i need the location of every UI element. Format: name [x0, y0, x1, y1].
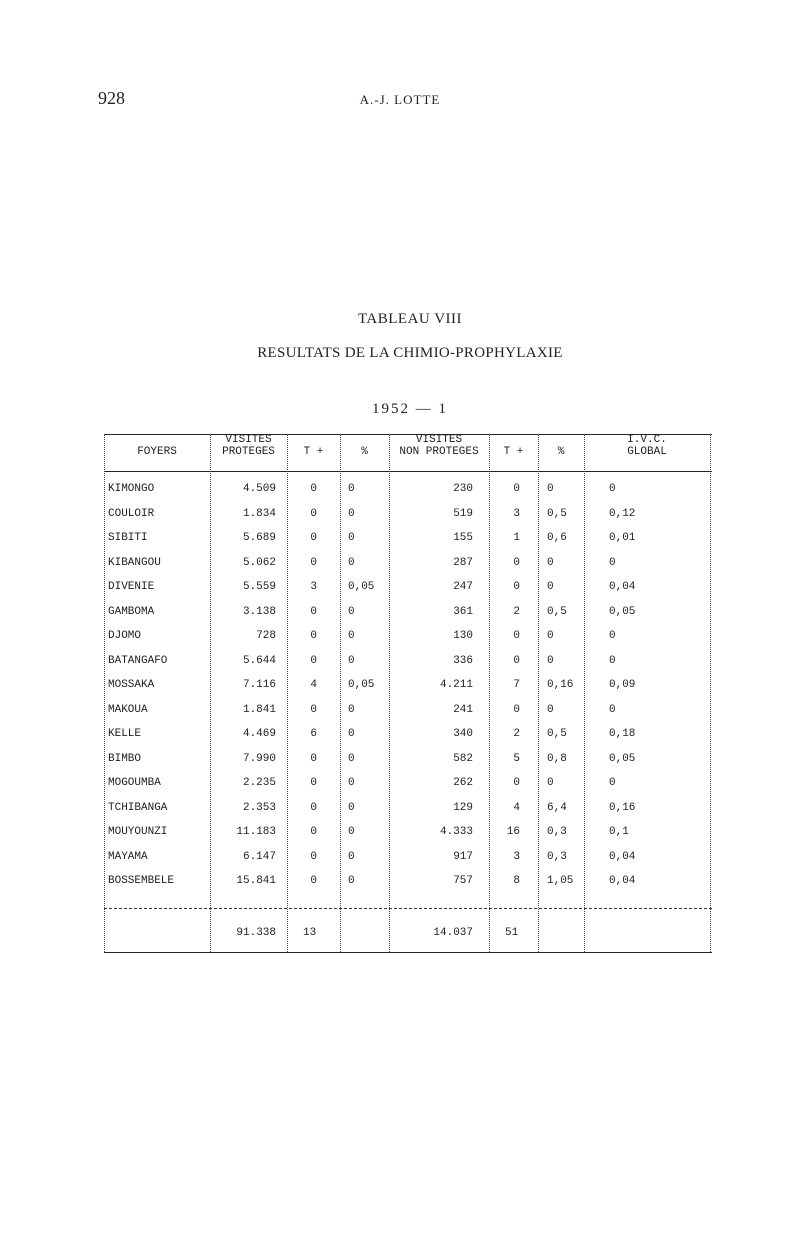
total-visites-proteges: 91.338 [236, 927, 276, 939]
header-ivc-line1: I.V.C. [627, 434, 667, 446]
cell-t-plus-proteges: 0 [310, 826, 317, 838]
cell-pct-proteges: 0 [348, 556, 355, 569]
totals-separator-rule [104, 908, 712, 909]
cell-t-plus-proteges: 0 [310, 752, 317, 765]
cell-pct-proteges: 0 [348, 654, 355, 667]
cell-pct-non-proteges: 0,5 [547, 507, 567, 520]
cell-visites-non-proteges: 519 [453, 507, 473, 520]
cell-pct-proteges: 0 [348, 532, 355, 544]
cell-visites-non-proteges: 917 [453, 850, 473, 863]
header-ivc-line2: GLOBAL [627, 446, 667, 458]
results-table [104, 428, 712, 956]
cell-ivc-global: 0,16 [609, 801, 636, 814]
cell-pct-proteges: 0 [348, 483, 355, 495]
cell-visites-non-proteges: 129 [453, 801, 473, 814]
cell-visites-proteges: 5.689 [242, 532, 276, 544]
cell-t-plus-non-proteges: 0 [513, 581, 520, 593]
cell-t-plus-proteges: 0 [310, 850, 317, 863]
table-year: 1952 — 1 [372, 401, 448, 417]
cell-t-plus-non-proteges: 2 [513, 728, 520, 740]
cell-t-plus-proteges: 0 [310, 556, 317, 569]
cell-pct-proteges: 0,05 [348, 679, 375, 691]
cell-pct-non-proteges: 0,3 [547, 826, 567, 838]
header-pct-non-proteges: % [557, 446, 565, 458]
cell-ivc-global: 0,12 [609, 507, 636, 520]
header-foyers: FOYERS [137, 446, 177, 458]
cell-t-plus-non-proteges: 4 [513, 801, 520, 814]
cell-t-plus-proteges: 0 [310, 630, 317, 642]
cell-ivc-global: 0 [609, 654, 616, 667]
cell-t-plus-proteges: 0 [310, 801, 317, 814]
cell-foyer: MAKOUA [108, 703, 148, 716]
header-ivc-global [584, 434, 710, 458]
cell-visites-non-proteges: 262 [453, 777, 473, 789]
cell-t-plus-proteges: 0 [310, 507, 317, 520]
cell-t-plus-non-proteges: 0 [513, 483, 520, 495]
cell-foyer: COULOIR [108, 507, 155, 520]
cell-visites-non-proteges: 247 [453, 581, 473, 593]
header-pct-proteges: % [361, 446, 368, 458]
column-separator [538, 434, 539, 952]
cell-visites-non-proteges: 336 [453, 654, 473, 667]
cell-t-plus-non-proteges: 5 [513, 752, 520, 765]
cell-visites-proteges: 2.353 [242, 801, 276, 814]
cell-ivc-global: 0,04 [609, 581, 636, 593]
cell-visites-proteges: 2.235 [242, 777, 276, 789]
cell-visites-non-proteges: 361 [453, 605, 473, 618]
cell-visites-non-proteges: 4.333 [439, 826, 473, 838]
cell-t-plus-non-proteges: 0 [513, 703, 520, 716]
cell-pct-non-proteges: 0,5 [547, 728, 567, 740]
cell-foyer: DIVENIE [108, 581, 155, 593]
cell-visites-proteges: 15.841 [236, 875, 276, 887]
cell-t-plus-proteges: 0 [310, 483, 317, 495]
header-visites-proteges-line2: PROTEGES [222, 446, 275, 458]
header-t-plus-non-proteges: T + [503, 446, 524, 458]
column-separator [340, 434, 341, 952]
cell-foyer: KIMONGO [108, 483, 155, 495]
cell-pct-proteges: 0 [348, 801, 355, 814]
cell-ivc-global: 0 [609, 703, 616, 716]
header-visites-non-proteges [389, 434, 489, 458]
cell-pct-proteges: 0 [348, 777, 355, 789]
cell-t-plus-non-proteges: 8 [513, 875, 520, 887]
cell-t-plus-proteges: 3 [310, 581, 317, 593]
cell-t-plus-proteges: 0 [310, 703, 317, 716]
table-subtitle: RESULTATS DE LA CHIMIO-PROPHYLAXIE [257, 345, 563, 361]
cell-pct-proteges: 0 [348, 703, 355, 716]
cell-visites-proteges: 11.183 [236, 826, 276, 838]
cell-ivc-global: 0,05 [609, 605, 636, 618]
cell-ivc-global: 0 [609, 777, 616, 789]
cell-foyer: KIBANGOU [108, 556, 161, 569]
cell-pct-proteges: 0 [348, 728, 355, 740]
column-separator [104, 434, 105, 952]
cell-pct-non-proteges: 0 [547, 483, 554, 495]
cell-visites-non-proteges: 130 [453, 630, 473, 642]
cell-foyer: BIMBO [108, 752, 142, 765]
cell-ivc-global: 0,01 [609, 532, 636, 544]
cell-pct-non-proteges: 0 [547, 556, 554, 569]
cell-visites-non-proteges: 757 [453, 875, 473, 887]
cell-foyer: MOUYOUNZI [108, 826, 168, 838]
cell-ivc-global: 0 [609, 483, 616, 495]
cell-t-plus-non-proteges: 3 [513, 507, 520, 520]
table-bottom-rule [104, 952, 712, 953]
cell-visites-proteges: 6.147 [242, 850, 276, 863]
cell-foyer: TCHIBANGA [108, 801, 168, 814]
header-visites-non-proteges-line1: VISITES [415, 434, 463, 446]
cell-t-plus-proteges: 6 [310, 728, 317, 740]
cell-visites-proteges: 728 [256, 630, 276, 642]
column-separator [710, 434, 711, 952]
cell-foyer: GAMBOMA [108, 605, 155, 618]
cell-ivc-global: 0 [609, 630, 616, 642]
cell-ivc-global: 0,04 [609, 850, 636, 863]
header-bottom-rule [104, 471, 712, 472]
cell-ivc-global: 0,05 [609, 752, 636, 765]
cell-foyer: KELLE [108, 728, 142, 740]
cell-pct-non-proteges: 0,16 [547, 679, 574, 691]
cell-foyer: BOSSEMBELE [108, 875, 175, 887]
cell-visites-proteges: 7.990 [242, 752, 276, 765]
cell-t-plus-non-proteges: 0 [513, 654, 520, 667]
cell-t-plus-proteges: 4 [310, 679, 317, 691]
total-t-plus-non-proteges: 51 [505, 927, 519, 939]
cell-visites-proteges: 5.062 [242, 556, 276, 569]
table-title: TABLEAU VIII [357, 311, 463, 327]
cell-pct-non-proteges: 0 [547, 654, 554, 667]
cell-visites-non-proteges: 241 [453, 703, 473, 716]
cell-t-plus-non-proteges: 3 [513, 850, 520, 863]
cell-pct-proteges: 0 [348, 826, 355, 838]
cell-t-plus-proteges: 0 [310, 654, 317, 667]
cell-pct-non-proteges: 0,8 [547, 752, 567, 765]
cell-pct-proteges: 0 [348, 875, 355, 887]
cell-pct-non-proteges: 0 [547, 581, 554, 593]
cell-pct-proteges: 0 [348, 507, 355, 520]
cell-foyer: MAYAMA [108, 850, 148, 863]
cell-foyer: MOSSAKA [108, 679, 155, 691]
cell-t-plus-non-proteges: 0 [513, 556, 520, 569]
cell-visites-proteges: 1.834 [242, 507, 276, 520]
cell-foyer: MOGOUMBA [108, 777, 161, 789]
header-visites-proteges-line1: VISITES [225, 434, 272, 446]
cell-visites-non-proteges: 287 [453, 556, 473, 569]
cell-t-plus-non-proteges: 0 [513, 777, 520, 789]
cell-t-plus-proteges: 0 [310, 605, 317, 618]
cell-t-plus-proteges: 0 [310, 875, 317, 887]
cell-visites-proteges: 3.138 [242, 605, 276, 618]
cell-visites-proteges: 5.644 [242, 654, 276, 667]
header-t-plus-proteges: T + [303, 446, 324, 458]
total-t-plus-proteges: 13 [303, 927, 317, 939]
cell-pct-non-proteges: 0 [547, 703, 554, 716]
cell-visites-proteges: 7.116 [242, 679, 276, 691]
cell-visites-non-proteges: 4.211 [439, 679, 473, 691]
cell-t-plus-non-proteges: 2 [513, 605, 520, 618]
cell-pct-non-proteges: 0 [547, 777, 554, 789]
cell-foyer: DJOMO [108, 630, 142, 642]
cell-t-plus-non-proteges: 16 [506, 826, 520, 838]
cell-foyer: SIBITI [108, 532, 148, 544]
header-visites-non-proteges-line2: NON PROTEGES [399, 446, 479, 458]
cell-visites-proteges: 5.559 [242, 581, 276, 593]
cell-t-plus-non-proteges: 7 [513, 679, 520, 691]
cell-pct-proteges: 0,05 [348, 581, 375, 593]
cell-pct-proteges: 0 [348, 752, 355, 765]
cell-t-plus-non-proteges: 0 [513, 630, 520, 642]
cell-t-plus-non-proteges: 1 [513, 532, 520, 544]
cell-pct-non-proteges: 0,3 [547, 850, 567, 863]
cell-visites-non-proteges: 230 [453, 483, 473, 495]
cell-t-plus-proteges: 0 [310, 532, 317, 544]
cell-pct-proteges: 0 [348, 605, 355, 618]
cell-pct-non-proteges: 0 [547, 630, 554, 642]
header-visites-proteges [210, 434, 287, 458]
cell-visites-proteges: 4.509 [242, 483, 276, 495]
cell-pct-non-proteges: 6,4 [547, 801, 567, 814]
cell-pct-proteges: 0 [348, 630, 355, 642]
cell-visites-proteges: 4.469 [242, 728, 276, 740]
cell-visites-non-proteges: 155 [453, 532, 473, 544]
cell-t-plus-proteges: 0 [310, 777, 317, 789]
cell-visites-non-proteges: 340 [453, 728, 473, 740]
cell-pct-non-proteges: 0,6 [547, 532, 567, 544]
cell-visites-proteges: 1.841 [242, 703, 276, 716]
running-head: A.-J. LOTTE [359, 92, 441, 107]
cell-visites-non-proteges: 582 [453, 752, 473, 765]
cell-pct-proteges: 0 [348, 850, 355, 863]
page-number: 928 [98, 88, 125, 108]
cell-pct-non-proteges: 1,05 [547, 875, 574, 887]
cell-ivc-global: 0,1 [609, 826, 629, 838]
cell-ivc-global: 0,18 [609, 728, 636, 740]
cell-ivc-global: 0,09 [609, 679, 636, 691]
cell-pct-non-proteges: 0,5 [547, 605, 567, 618]
column-separator [584, 434, 585, 952]
cell-foyer: BATANGAFO [108, 654, 168, 667]
total-visites-non-proteges: 14.037 [433, 927, 473, 939]
cell-ivc-global: 0,04 [609, 875, 636, 887]
cell-ivc-global: 0 [609, 556, 616, 569]
